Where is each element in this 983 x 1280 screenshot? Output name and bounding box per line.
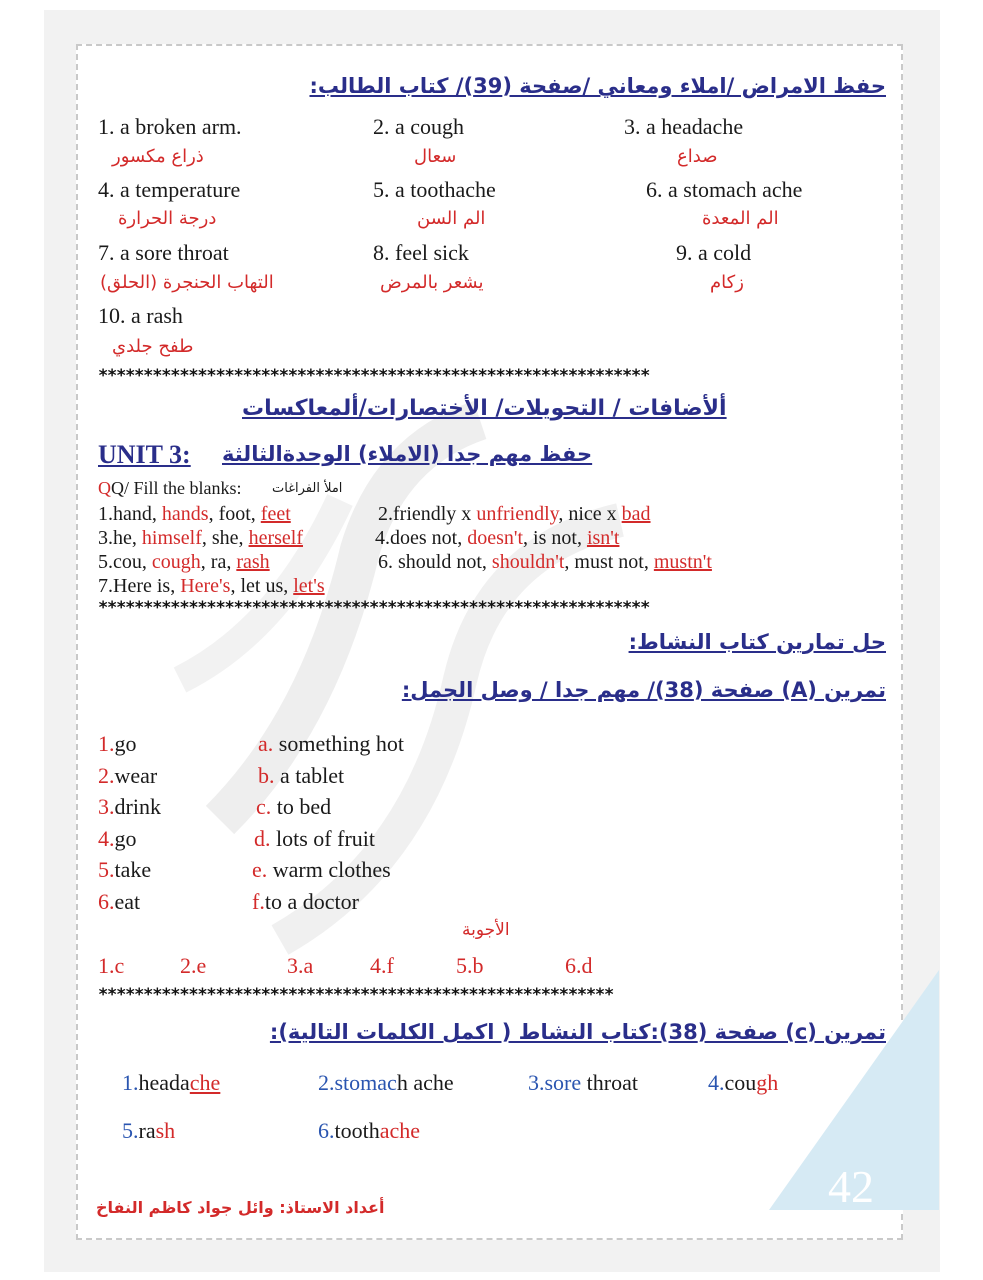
answer-2: 2.e <box>180 953 207 978</box>
match-right-d: d. lots of fruit <box>254 826 375 851</box>
section2-heading: ألأضافات / التحويلات/ الأختصارات/ألمعاكسات <box>242 396 727 421</box>
answer-3: 3.a <box>287 953 314 978</box>
answer-5: 5.b <box>456 953 484 978</box>
question-prefix: Q <box>98 478 111 498</box>
answers-label: الأجوبة <box>462 920 510 940</box>
blank-row-2: 2.friendly x unfriendly, nice x bad <box>378 503 651 525</box>
vocab-meaning-7: التهاب الحنجرة (الحلق) <box>100 272 274 293</box>
complete-word-6: 6.toothache <box>318 1118 421 1143</box>
unit-title: UNIT 3: <box>98 440 191 469</box>
divider-stars-2: ************************************************************* <box>98 598 650 618</box>
complete-word-1: 1.headache <box>122 1070 221 1095</box>
unit-title-arabic: حفظ مهم جدا (الاملاء) الوحدةالثالثة <box>222 442 593 466</box>
answer-4: 4.f <box>370 953 394 978</box>
vocab-meaning-5: الم السن <box>417 208 486 229</box>
match-right-b: b. a tablet <box>258 763 345 788</box>
vocab-item-10: 10. a rash <box>98 303 183 328</box>
match-left-1: 1.go <box>98 731 137 756</box>
complete-word-2: 2.stomach ache <box>318 1070 454 1095</box>
divider-stars-1: ************************************************************* <box>98 366 650 386</box>
blank-row-7: 7.Here is, Here's, let us, let's <box>98 575 325 597</box>
section1-heading: حفظ الامراض /املاء ومعاني /صفحة (39)/ كتاب الطالب: <box>309 74 886 98</box>
blank-row-3: 3.he, himself, she, herself <box>98 527 303 549</box>
match-right-a: a. something hot <box>258 731 405 756</box>
blank-row-1: 1.hand, hands, foot, feet <box>98 503 291 525</box>
blank-row-6: 6. should not, shouldn't, must not, mustn't <box>378 551 712 573</box>
match-left-3: 3.drink <box>98 794 161 819</box>
vocab-item-7: 7. a sore throat <box>98 240 229 265</box>
vocab-meaning-10: طفح جلدي <box>112 336 194 357</box>
vocab-item-3: 3. a headache <box>624 114 744 139</box>
answer-6: 6.d <box>565 953 593 978</box>
complete-word-3: 3.sore throat <box>528 1070 638 1095</box>
page-number: 42 <box>828 1161 874 1212</box>
match-right-f: f.to a doctor <box>252 889 359 914</box>
section3-heading: حل تمارين كتاب النشاط: <box>628 630 886 654</box>
vocab-meaning-3: صداع <box>677 146 718 167</box>
vocab-meaning-8: يشعر بالمرض <box>380 272 484 293</box>
vocab-item-6: 6. a stomach ache <box>646 177 803 202</box>
blank-row-4: 4.does not, doesn't, is not, isn't <box>375 527 620 549</box>
match-right-c: c. to bed <box>256 794 332 819</box>
section3-subheading: تمرين (A) صفحة (38)/ مهم جدا / وصل الجمل: <box>401 678 886 702</box>
section4-heading: تمرين (c) صفحة (38):كتاب النشاط ( اكمل الكلمات التالية): <box>269 1020 886 1044</box>
author-credit: أعداد الاستاذ: وائل جواد كاظم النفاخ <box>96 1198 385 1217</box>
match-right-e: e. warm clothes <box>252 857 391 882</box>
vocab-item-8: 8. feel sick <box>373 240 469 265</box>
complete-word-5: 5.rash <box>122 1118 176 1143</box>
match-left-5: 5.take <box>98 857 152 882</box>
vocab-meaning-2: سعال <box>414 146 457 167</box>
vocab-item-2: 2. a cough <box>373 114 465 139</box>
vocab-item-1: 1. a broken arm. <box>98 114 242 139</box>
vocab-meaning-6: الم المعدة <box>702 208 779 229</box>
answer-1: 1.c <box>98 953 125 978</box>
fill-blanks-arabic: املأ الفراغات <box>272 481 343 496</box>
vocab-meaning-9: زكام <box>710 272 744 293</box>
match-left-4: 4.go <box>98 826 137 851</box>
divider-stars-3: ********************************************************* <box>98 985 613 1005</box>
vocab-item-4: 4. a temperature <box>98 177 241 202</box>
match-left-6: 6.eat <box>98 889 141 914</box>
complete-word-4: 4.cough <box>708 1070 779 1095</box>
vocab-item-9: 9. a cold <box>676 240 752 265</box>
vocab-meaning-4: درجة الحرارة <box>118 208 217 229</box>
vocab-meaning-1: ذراع مكسور <box>112 146 204 167</box>
match-left-2: 2.wear <box>98 763 158 788</box>
fill-blanks-label: QQ/ Fill the blanks: <box>98 478 242 498</box>
vocab-item-5: 5. a toothache <box>373 177 496 202</box>
blank-row-5: 5.cou, cough, ra, rash <box>98 551 270 573</box>
